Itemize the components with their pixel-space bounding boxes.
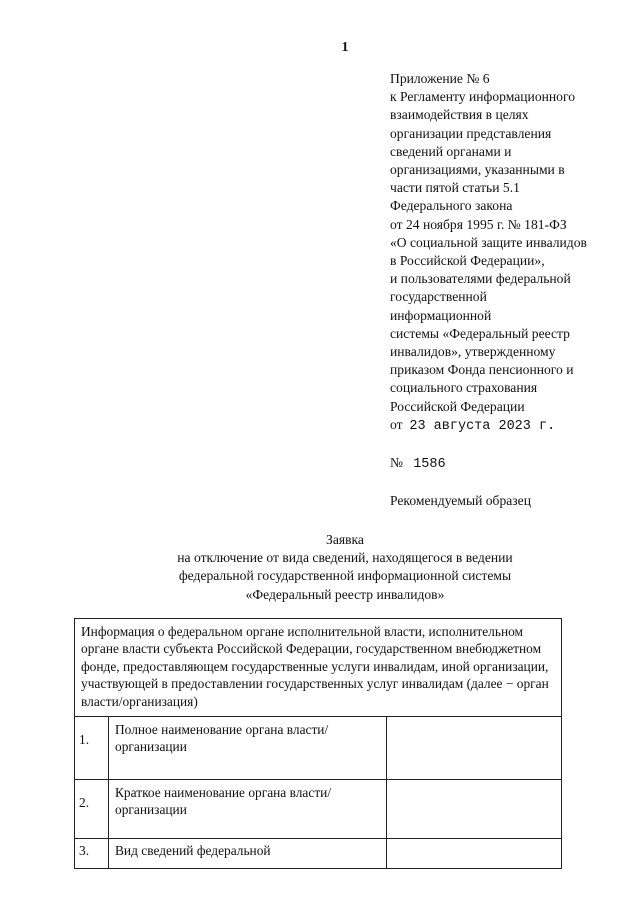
appendix-line: Приложение № 6 xyxy=(390,71,490,86)
order-date xyxy=(390,416,630,436)
appendix-line: организации представления xyxy=(390,125,552,141)
appendix-line: информационной xyxy=(390,307,492,323)
table-row xyxy=(75,839,562,869)
appendix-line: Федерального закона xyxy=(390,198,513,214)
appendix-line: части пятой статьи 5.1 xyxy=(390,180,520,196)
row-number: 2. xyxy=(75,780,109,839)
recommended-sample-label: Рекомендуемый образец xyxy=(390,493,531,509)
title-line: федеральной государственной информационной системы xyxy=(178,568,512,584)
row-value-field[interactable] xyxy=(387,839,562,869)
title-line: на отключение от вида сведений, находящегося в ведении xyxy=(177,550,513,566)
appendix-line: социального страхования xyxy=(390,380,538,396)
table-row xyxy=(75,717,562,780)
order-number-prefix: № xyxy=(390,455,403,471)
appendix-line: взаимодействия в целях xyxy=(390,107,529,123)
appendix-line: организациями, указанными в xyxy=(390,162,565,178)
order-date-value: 23 августа 2023 г. xyxy=(409,418,556,434)
order-number-value: 1586 xyxy=(413,457,446,473)
row-label: Краткое наименование органа власти/организации xyxy=(109,780,387,839)
row-number: 3. xyxy=(75,839,109,869)
page-number: 1 xyxy=(341,40,349,55)
order-number xyxy=(390,454,630,474)
row-label: Полное наименование органа власти/организации xyxy=(109,717,387,780)
table-header-cell: Информация о федеральном органе исполнительной власти, исполнительном органе власти субъекта Российской Федерации, государственном внебюджетном фонде, предоставляющем государственные услуги инвалидам, иной организации, участвующей в предоставлении государственных услуг инвалидам (далее − орган власти/организация) xyxy=(75,619,562,717)
appendix-line: и пользователями федеральной xyxy=(390,271,571,287)
table-row xyxy=(75,780,562,839)
appendix-line: к Регламенту информационного xyxy=(390,89,576,105)
appendix-line: в Российской Федерации», xyxy=(390,253,545,269)
appendix-line: государственной xyxy=(390,289,487,305)
info-table xyxy=(74,618,562,869)
row-value-field[interactable] xyxy=(387,780,562,839)
row-value-field[interactable] xyxy=(387,717,562,780)
appendix-block xyxy=(390,70,630,510)
appendix-line: «О социальной защите инвалидов xyxy=(390,234,587,250)
appendix-line: от 24 ноября 1995 г. № 181-ФЗ xyxy=(390,216,567,232)
appendix-line: инвалидов», утвержденному xyxy=(390,344,556,360)
appendix-line: Российской Федерации xyxy=(390,398,525,414)
appendix-line: приказом Фонда пенсионного и xyxy=(390,362,574,378)
appendix-line: системы «Федеральный реестр xyxy=(390,325,570,341)
title-line: «Федеральный реестр инвалидов» xyxy=(245,586,445,602)
document-title xyxy=(0,531,640,604)
row-number: 1. xyxy=(75,717,109,780)
order-date-prefix: от xyxy=(390,416,403,432)
row-label: Вид сведений федеральной xyxy=(109,839,387,869)
appendix-line: сведений органами и xyxy=(390,143,512,159)
title-heading: Заявка xyxy=(326,532,364,547)
